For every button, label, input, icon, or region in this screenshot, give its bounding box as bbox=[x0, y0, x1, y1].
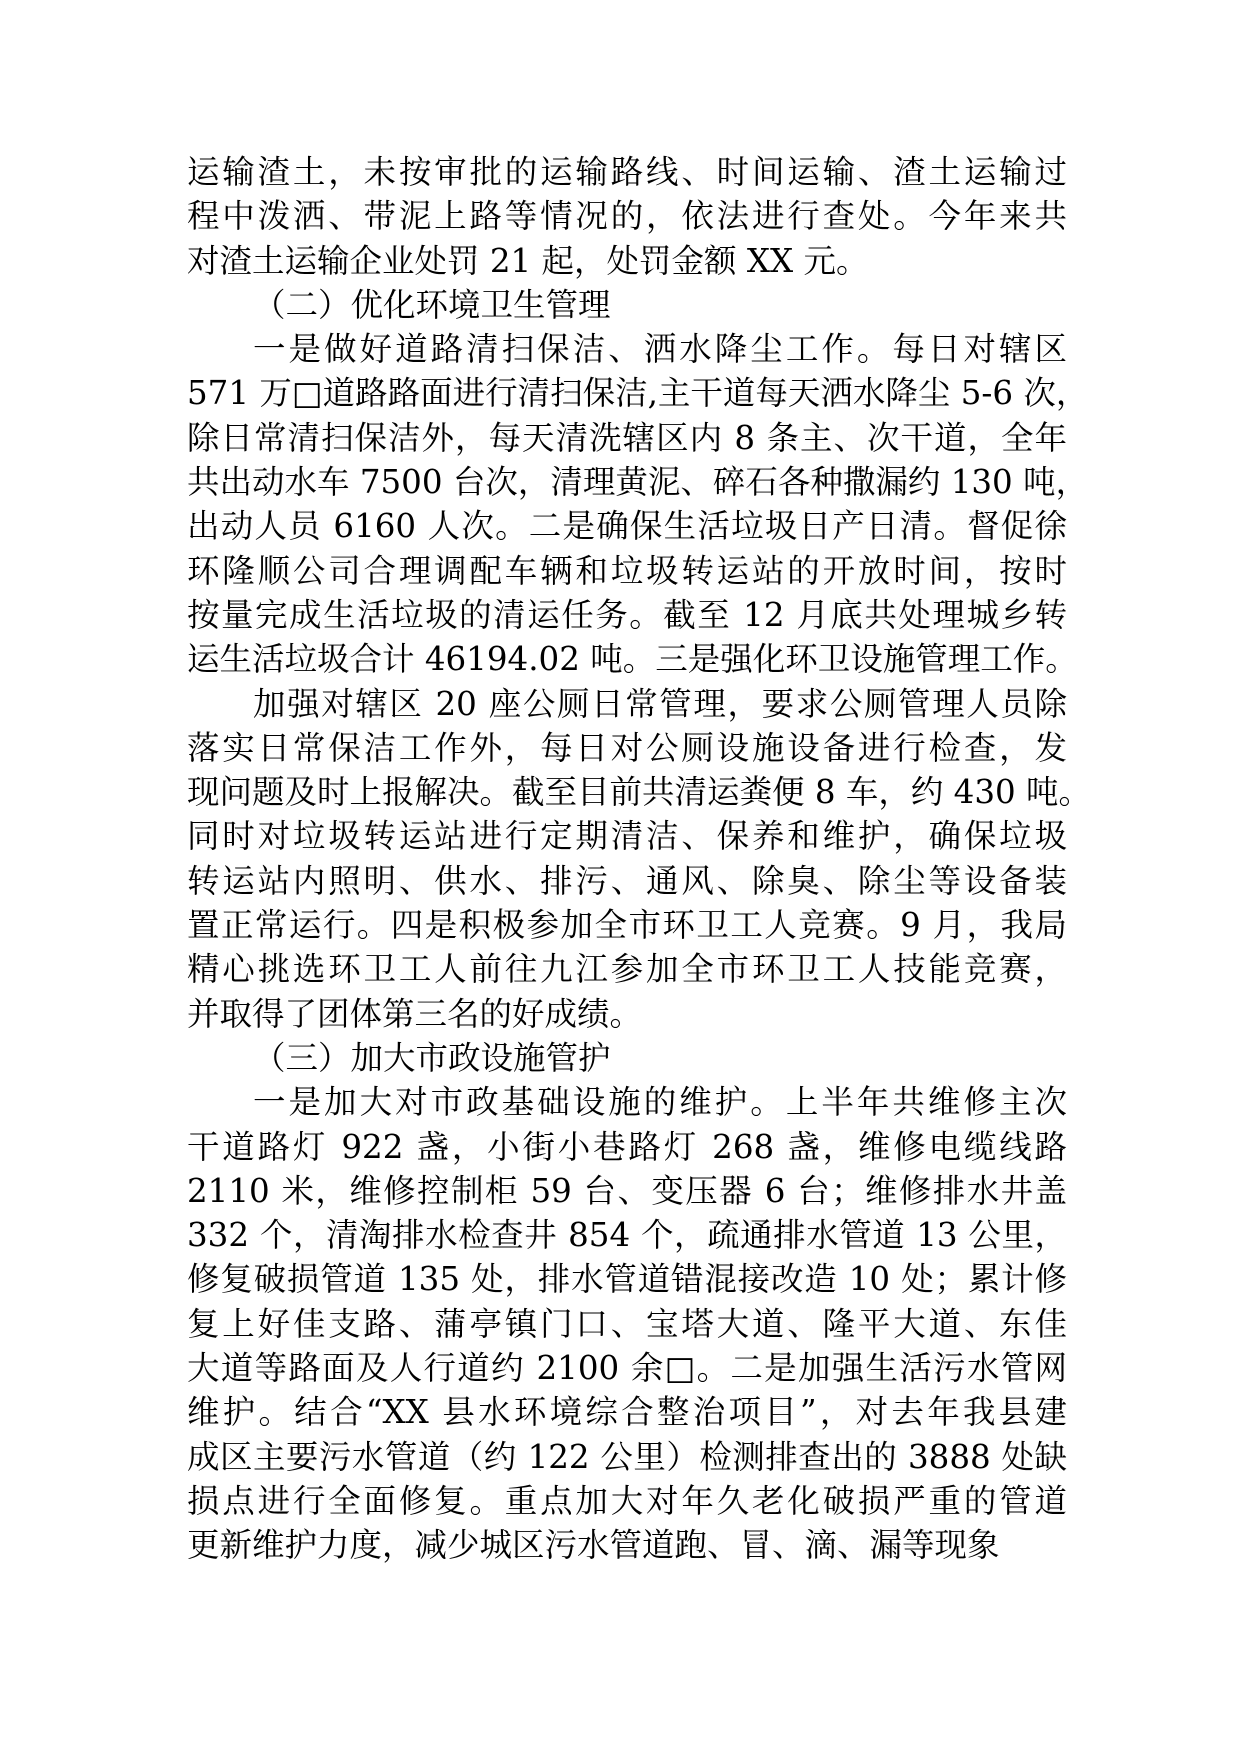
text-line: 一是加大对市政基础设施的维护。上半年共维修主次 bbox=[253, 1083, 1067, 1122]
text-line: 运生活垃圾合计 46194.02 吨。三是强化环卫设施管理工作。 bbox=[187, 640, 1078, 679]
text-line: 成区主要污水管道（约 122 公里）检测排查出的 3888 处缺 bbox=[187, 1437, 1067, 1476]
text-line: 置正常运行。四是积极参加全市环卫工人竞赛。9 月，我局 bbox=[187, 906, 1067, 945]
section-heading bbox=[187, 283, 1067, 327]
text-line: 共出动水车 7500 台次，清理黄泥、碎石各种撒漏约 130 吨， bbox=[187, 463, 1089, 502]
text-line: 同时对垃圾转运站进行定期清洁、保养和维护，确保垃圾 bbox=[187, 817, 1067, 856]
text-line: 并取得了团体第三名的好成绩。 bbox=[187, 994, 643, 1033]
text-line: 571 万□道路路面进行清扫保洁,主干道每天洒水降尘 5-6 次， bbox=[187, 374, 1089, 413]
text-line: 一是做好道路清扫保洁、洒水降尘工作。每日对辖区 bbox=[253, 330, 1067, 369]
text-line: 复上好佳支路、蒲亭镇门口、宝塔大道、隆平大道、东佳 bbox=[187, 1304, 1067, 1343]
text-line: 修复破损管道 135 处，排水管道错混接改造 10 处；累计修 bbox=[187, 1260, 1067, 1299]
text-line: 出动人员 6160 人次。二是确保生活垃圾日产日清。督促徐 bbox=[187, 507, 1067, 546]
text-line: 2110 米，维修控制柜 59 台、变压器 6 台；维修排水井盖 bbox=[187, 1171, 1067, 1210]
text-line: 对渣土运输企业处罚 21 起，处罚金额 XX 元。 bbox=[187, 241, 869, 280]
text-line: 维护。结合“XX 县水环境综合整治项目”，对去年我县建 bbox=[187, 1393, 1067, 1432]
text-line: 现问题及时上报解决。截至目前共清运粪便 8 车，约 430 吨。 bbox=[187, 773, 1092, 812]
text-line: 干道路灯 922 盏，小街小巷路灯 268 盏，维修电缆线路 bbox=[187, 1127, 1067, 1166]
text-line: 大道等路面及人行道约 2100 余□。二是加强生活污水管网 bbox=[187, 1349, 1067, 1388]
text-line: 落实日常保洁工作外，每日对公厕设施设备进行检查，发 bbox=[187, 728, 1067, 767]
heading-text: （三）加大市政设施管护 bbox=[253, 1038, 611, 1077]
section-heading bbox=[187, 1036, 1067, 1080]
body-paragraph bbox=[187, 327, 1089, 681]
text-line: 332 个，清淘排水检查井 854 个，疏通排水管道 13 公里， bbox=[187, 1216, 1067, 1255]
text-line: 转运站内照明、供水、排污、通风、除臭、除尘等设备装 bbox=[187, 861, 1067, 900]
text-line: 除日常清扫保洁外，每天清洗辖区内 8 条主、次干道，全年 bbox=[187, 418, 1067, 457]
text-line: 运输渣土，未按审批的运输路线、时间运输、渣土运输过 bbox=[187, 153, 1067, 191]
text-line: 更新维护力度，减少城区污水管道跑、冒、滴、漏等现象 bbox=[187, 1526, 1000, 1565]
body-paragraph bbox=[187, 682, 1092, 1036]
document-body bbox=[187, 150, 1092, 1568]
text-line: 按量完成生活垃圾的清运任务。截至 12 月底共处理城乡转 bbox=[187, 595, 1067, 634]
body-paragraph bbox=[187, 150, 1067, 283]
text-line: 精心挑选环卫工人前往九江参加全市环卫工人技能竞赛， bbox=[187, 950, 1067, 989]
heading-text: （二）优化环境卫生管理 bbox=[253, 285, 611, 324]
text-line: 程中泼洒、带泥上路等情况的，依法进行查处。今年来共 bbox=[187, 197, 1067, 236]
body-paragraph bbox=[187, 1080, 1067, 1567]
text-line: 环隆顺公司合理调配车辆和垃圾转运站的开放时间，按时 bbox=[187, 551, 1067, 590]
text-line: 损点进行全面修复。重点加大对年久老化破损严重的管道 bbox=[187, 1481, 1067, 1520]
text-line: 加强对辖区 20 座公厕日常管理，要求公厕管理人员除 bbox=[253, 684, 1067, 723]
